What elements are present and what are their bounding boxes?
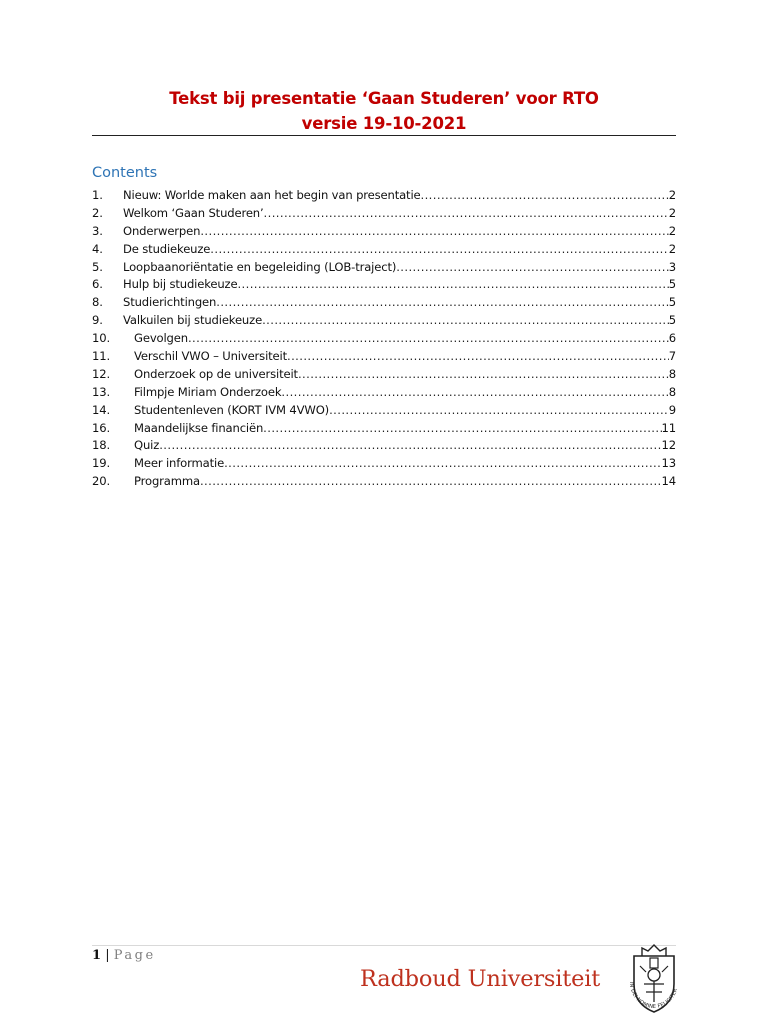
toc-entry[interactable]: [92, 187, 676, 205]
toc-dot-leader: [287, 348, 669, 366]
toc-dot-leader: [188, 330, 669, 348]
title-line-2: versie 19-10-2021: [301, 114, 467, 133]
toc-entry-page: 6: [668, 331, 676, 346]
title-line-1: Tekst bij presentatie ‘Gaan Studeren’ voor RTO: [169, 89, 599, 108]
toc-entry-page: 5: [668, 295, 676, 310]
page-number: [92, 948, 156, 963]
toc-dot-leader: [264, 205, 669, 223]
toc-dot-leader: [237, 276, 668, 294]
toc-dot-leader: [281, 384, 668, 402]
toc-dot-leader: [216, 294, 669, 312]
toc-entry-label: Quiz: [134, 438, 160, 453]
toc-entry[interactable]: [92, 205, 676, 223]
toc-entry-label: Onderwerpen: [123, 223, 201, 238]
toc-entry[interactable]: [92, 455, 676, 473]
page-separator: |: [105, 948, 110, 963]
page-label: Page: [113, 948, 156, 963]
toc-entry[interactable]: [92, 473, 676, 491]
toc-entry-number: 8.: [92, 295, 103, 310]
toc-entry-page: 9: [668, 402, 676, 417]
toc-entry-number: 14.: [92, 402, 110, 417]
page-number-value: 1: [92, 948, 102, 963]
toc-entry-page: 3: [668, 259, 676, 274]
toc-entry-label: Gevolgen: [134, 331, 188, 346]
toc-entry-label: Nieuw: Worlde maken aan het begin van presentatie: [123, 188, 421, 202]
toc-entry-number: 13.: [92, 384, 110, 399]
toc-entry-label: Loopbaanoriëntatie en begeleiding (LOB-traject): [123, 259, 397, 274]
toc-entry-label: Studentenleven (KORT IVM 4VWO): [134, 402, 330, 417]
toc-entry-page: 2: [668, 205, 676, 220]
toc-entry-label: Filmpje Miriam Onderzoek: [134, 384, 282, 399]
toc-entry-number: 5.: [92, 259, 103, 274]
toc-entry-label: De studiekeuze: [123, 241, 211, 256]
toc-entry-label: Maandelijkse financiën: [134, 420, 264, 435]
toc-entry-number: 2.: [92, 205, 103, 220]
toc-entry[interactable]: [92, 294, 676, 312]
toc-entry-label: Onderzoek op de universiteit: [134, 366, 298, 381]
toc-entry-page: 2: [668, 241, 676, 256]
toc-entry-number: 1.: [92, 188, 103, 202]
toc-dot-leader: [421, 187, 669, 205]
toc-entry-label: Welkom ‘Gaan Studeren’: [123, 205, 264, 220]
toc-entry-page: 8: [668, 384, 676, 399]
title-divider: [92, 135, 676, 136]
toc-entry-label: Meer informatie: [134, 456, 225, 471]
toc-entry[interactable]: [92, 366, 676, 384]
toc-entry-label: Studierichtingen: [123, 295, 217, 310]
toc-dot-leader: [224, 455, 661, 473]
seal-motto: IN DEI NOMINE FELICITER: [627, 981, 680, 1011]
toc-dot-leader: [298, 366, 669, 384]
toc-entry[interactable]: [92, 276, 676, 294]
toc-entry[interactable]: [92, 437, 676, 455]
toc-entry-number: 16.: [92, 420, 110, 435]
toc-dot-leader: [263, 420, 661, 438]
footer-divider: [92, 945, 676, 946]
toc-entry[interactable]: [92, 330, 676, 348]
toc-entry-page: 11: [661, 420, 676, 435]
toc-entry[interactable]: [92, 348, 676, 366]
toc-entry[interactable]: [92, 259, 676, 277]
toc-entry-page: 5: [668, 313, 676, 328]
toc-entry[interactable]: [92, 223, 676, 241]
toc-entry-page: 5: [668, 277, 676, 292]
radboud-seal-icon: [620, 942, 688, 1018]
toc-entry-page: 7: [668, 349, 676, 364]
toc-entry-label: Verschil VWO – Universiteit: [134, 349, 287, 364]
toc-entry-number: 11.: [92, 349, 110, 364]
toc-entry[interactable]: [92, 312, 676, 330]
radboud-logo-text: Radboud Universiteit: [360, 966, 601, 992]
toc-dot-leader: [396, 259, 669, 277]
toc-entry-number: 9.: [92, 313, 103, 328]
toc-entry-page: 2: [668, 188, 676, 202]
toc-dot-leader: [210, 241, 668, 259]
toc-entry[interactable]: [92, 384, 676, 402]
table-of-contents: [92, 187, 676, 491]
toc-entry-page: 2: [668, 223, 676, 238]
toc-entry-label: Hulp bij studiekeuze: [123, 277, 238, 292]
toc-entry-number: 18.: [92, 438, 110, 453]
toc-entry-page: 14: [661, 474, 676, 489]
toc-dot-leader: [329, 402, 669, 420]
toc-heading: Contents: [92, 165, 158, 181]
toc-entry-number: 12.: [92, 366, 110, 381]
toc-dot-leader: [200, 473, 662, 491]
toc-entry-number: 4.: [92, 241, 103, 256]
toc-entry-number: 10.: [92, 331, 110, 346]
toc-entry-page: 8: [668, 366, 676, 381]
toc-entry[interactable]: [92, 402, 676, 420]
toc-entry[interactable]: [92, 241, 676, 259]
toc-entry-label: Programma: [134, 474, 200, 489]
toc-entry-page: 13: [661, 456, 676, 471]
document-title: [92, 86, 676, 136]
toc-dot-leader: [262, 312, 669, 330]
toc-entry-number: 6.: [92, 277, 103, 292]
toc-entry-label: Valkuilen bij studiekeuze: [123, 313, 263, 328]
toc-entry[interactable]: [92, 420, 676, 438]
toc-entry-page: 12: [661, 438, 676, 453]
toc-entry-number: 19.: [92, 456, 110, 471]
toc-dot-leader: [200, 223, 668, 241]
toc-dot-leader: [159, 437, 661, 455]
toc-entry-number: 3.: [92, 223, 103, 238]
toc-entry-number: 20.: [92, 474, 110, 489]
